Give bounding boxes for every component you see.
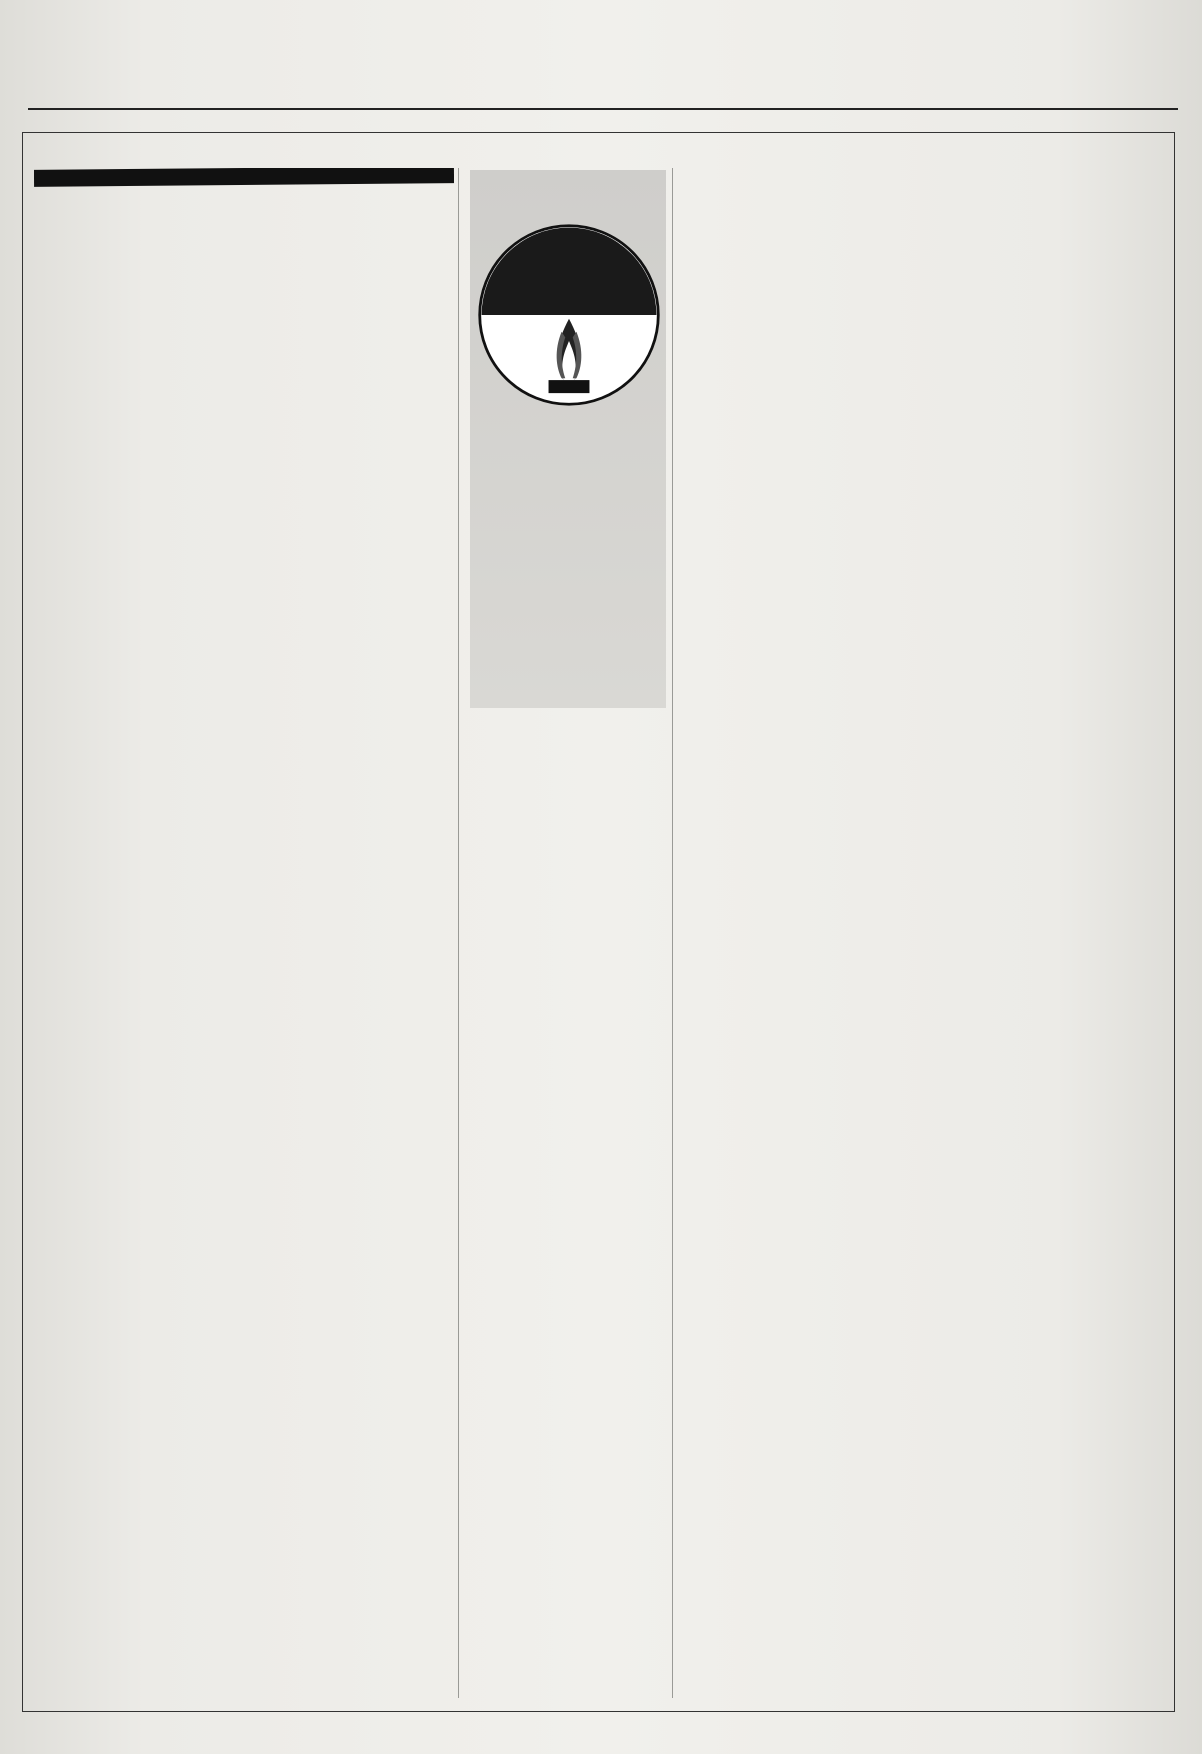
appointments-banner: [34, 168, 454, 187]
middle-column: [470, 170, 666, 1710]
right-column: [683, 170, 1101, 1710]
alleanza-nazionale-emblem: [476, 222, 662, 408]
column-divider: [458, 168, 459, 1698]
left-column: [34, 168, 454, 1708]
column-divider: [672, 168, 673, 1698]
party-advertisement: [470, 170, 666, 708]
masthead: [28, 30, 1178, 110]
